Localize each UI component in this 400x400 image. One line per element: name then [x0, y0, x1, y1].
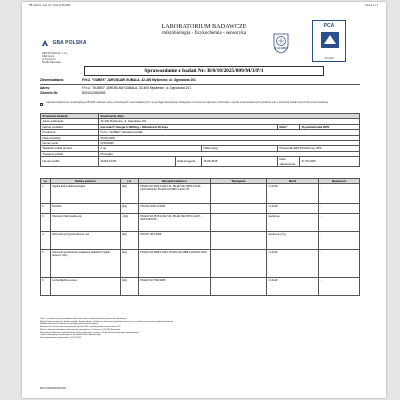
client-meta	[40, 78, 360, 96]
note-text: materiały dostarczone na akredytację AB 1090 i zakresie usług i stosowanych metod badawczych, nie są objęte akredytacją. Odstępstwo od metod nie zgłoszono; Informacje o wyniku przeprowadzonych pomiarów oraz z informacji dostarczonych przez zleceniodawcę.	[46, 101, 329, 104]
page-number: Strona 1 z 2	[365, 4, 378, 7]
meta-row-client: Zleceniodawca: F.H.U. "GUBEX" JAROSŁAW GUBAŁA, 32-400 Myślenice, ul. Ogrodowa 101	[40, 78, 196, 82]
lab-subtitle: mikrobiologia - fizykochemia - sensoryka	[162, 31, 246, 36]
note-checkbox-icon	[40, 103, 43, 106]
footnote: Data wystawienia sprawozdania: 27.05.2025	[40, 336, 82, 339]
accreditation-note	[40, 102, 360, 106]
ilac-mra-badge-icon	[270, 32, 292, 54]
lab-name: LABORATORIUM BADAWCZE	[161, 23, 247, 30]
table-row: 4 Obecność przypuszczalna E. coli jtk/g PN-ISO 7251:2006 nieobecne w 1g -	[41, 232, 360, 250]
document-code: B/0/10/2025/809/M/3/P/1	[40, 387, 67, 390]
svg-text:ILAC-MRA: ILAC-MRA	[274, 47, 288, 50]
ab-number: AB 1090	[324, 57, 334, 60]
footnote: Reklamacje dotyczące wyników badań należy zgłaszać w terminie 14 dni od daty otrzymania sprawozdania.	[40, 331, 140, 334]
table-row: 2 Drożdże jtk/g PN-ISO 21527-2:2009 <1,0x10¹ -	[41, 204, 360, 214]
table-row: 5 Obecność gronkowców koagulazo-dodatnich (Staph. aureus i inne) jtk/g PN-EN ISO 6888-1:2004, PN-EN ISO 6888-1:2004/A1:2023 <1,0x10¹ -	[41, 250, 360, 278]
product-info-table: Przedmiot badania: Suplementy diety Adres odebrania: 32-400 Myślenice, ul. Ogrodowa 101 Nazwa produktu: mersmax® Omega-3 1000mg + Witamina E 90 kaps Data*: 16 października 2025 Producent: F.H.U. "GUBEX" Jarosław Gubała Data produkcji: 05.06.2025 Numer partii: 0705/2025 Wielkość próbki do bad.: 2 op. Odbiorca(y): Pracownik GBA POLSKA sp. 25/4 Transport próbki: Przesyłka Numer próbki: 31002 10/25 Data przyjęcia: 15.05.2025 Data zakończenia: 27.05.2025	[40, 113, 360, 167]
results-table	[40, 178, 360, 296]
meta-row-order: Zlecenie Nr: B/0/10/2025/809	[40, 90, 106, 95]
footnote: Miejsce wykonania badania: laboratorium stacjonarne, ul. Kmicica 2, 62-081 Baranowo.	[40, 328, 121, 331]
results-header-row: Lp. Badany parametr j.m. Metodyka badania nr Wymagania Wynik Niepewność	[41, 179, 360, 184]
report-title: Sprawozdanie z badań Nr: B/0/10/2025/809/M/3/P/1	[84, 66, 324, 76]
meta-row-address: Adres: F.H.U. "GUBEX" JAROSŁAW GUBAŁA, 32-400 Myślenice, ul. Ogrodowa 101	[40, 85, 191, 90]
table-row: 1 Ogólna liczba drobnoustrojów jtk/g PN-EN ISO 4833-1:2013-12, PN-EN ISO 4833-1:2013-12/A1:2022-06, PN-EN ISO 6887-1:2017-05 <1,0x10¹ -	[41, 184, 360, 204]
pca-emblem-icon	[320, 31, 340, 49]
footnote: Data* - w odniesieniu do produktów dla których data została przekazana przez zleceniodawcę.	[40, 318, 127, 320]
form-code: PB-14/F-01, wyd. 10 z dnia 24.08.2025	[29, 4, 71, 7]
footnote: Niepewność rozszerzona przy poziomie ufności 95% i współczynniku rozszerzenia k=2.	[40, 326, 121, 329]
logo-name: GBA POLSKA	[52, 39, 87, 46]
table-row: 6 Liczba Bacillus cereus jtk/g PN-EN ISO 7932:2005 <1,0x10¹ -	[41, 278, 360, 296]
company-address: GBA POLSKA Sp. z o.o. GBA Group ul. Kmicica 2 62-081 Baranowo	[42, 52, 68, 64]
footnote: Wyniki dotyczą wyłącznie badanej próbki. Sprawozdanie z badań nie może być powielane inaczej niż w całości bez pisemnej zgody laboratorium.	[40, 320, 174, 323]
table-row: 3 Obecność Salmonella spp. -/10g PN-EN ISO 6579-1:2017-04, PN-EN ISO 6579-1:2017-04/A1:2020-09 nieobecne -	[41, 214, 360, 232]
gba-logo-icon	[42, 40, 48, 46]
pca-label: PCA	[323, 23, 335, 29]
pca-badge	[312, 20, 346, 62]
report-page	[22, 2, 386, 398]
footnote: Metody oznaczone znakiem nie są objęte zakresem akredytacji.	[40, 323, 99, 326]
footnote: Osoba autoryzująca sprawozdanie: Kierownik Działu Mikrobiologii.	[40, 334, 102, 337]
gba-logo	[42, 34, 102, 65]
footnotes	[40, 318, 360, 340]
